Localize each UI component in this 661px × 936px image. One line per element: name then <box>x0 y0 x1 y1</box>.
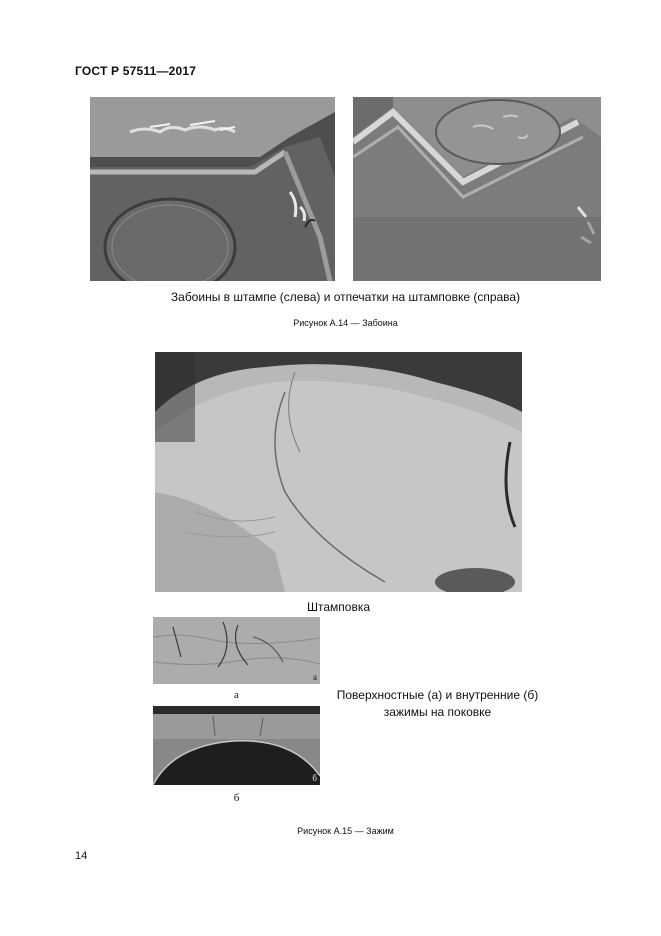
label-a: а <box>234 689 239 701</box>
figure-15-title: Рисунок А.15 — Зажим <box>297 826 394 836</box>
forging-imprint-photo <box>353 97 601 281</box>
figure-14-title: Рисунок А.14 — Забоина <box>293 318 398 328</box>
die-damage-photo <box>90 97 335 281</box>
document-header: ГОСТ Р 57511—2017 <box>75 64 197 78</box>
forging-crack-photo <box>155 352 522 592</box>
side-caption-line-2: зажимы на поковке <box>383 705 492 719</box>
micrograph-a <box>153 617 320 684</box>
figure-15-photo-caption: Штамповка <box>306 600 371 614</box>
figure-14-photo-caption: Забоины в штампе (слева) и отпечатки на штамповке (справа) <box>170 290 521 304</box>
micrograph-b-corner-label: б <box>312 773 317 783</box>
micrograph-b <box>153 706 320 785</box>
side-caption-line-1: Поверхностные (а) и внутренние (б) <box>336 688 539 702</box>
figure-15-side-caption <box>330 687 545 721</box>
label-b: б <box>233 792 240 804</box>
micrograph-a-corner-label: a <box>313 672 317 682</box>
page-number: 14 <box>75 850 88 862</box>
